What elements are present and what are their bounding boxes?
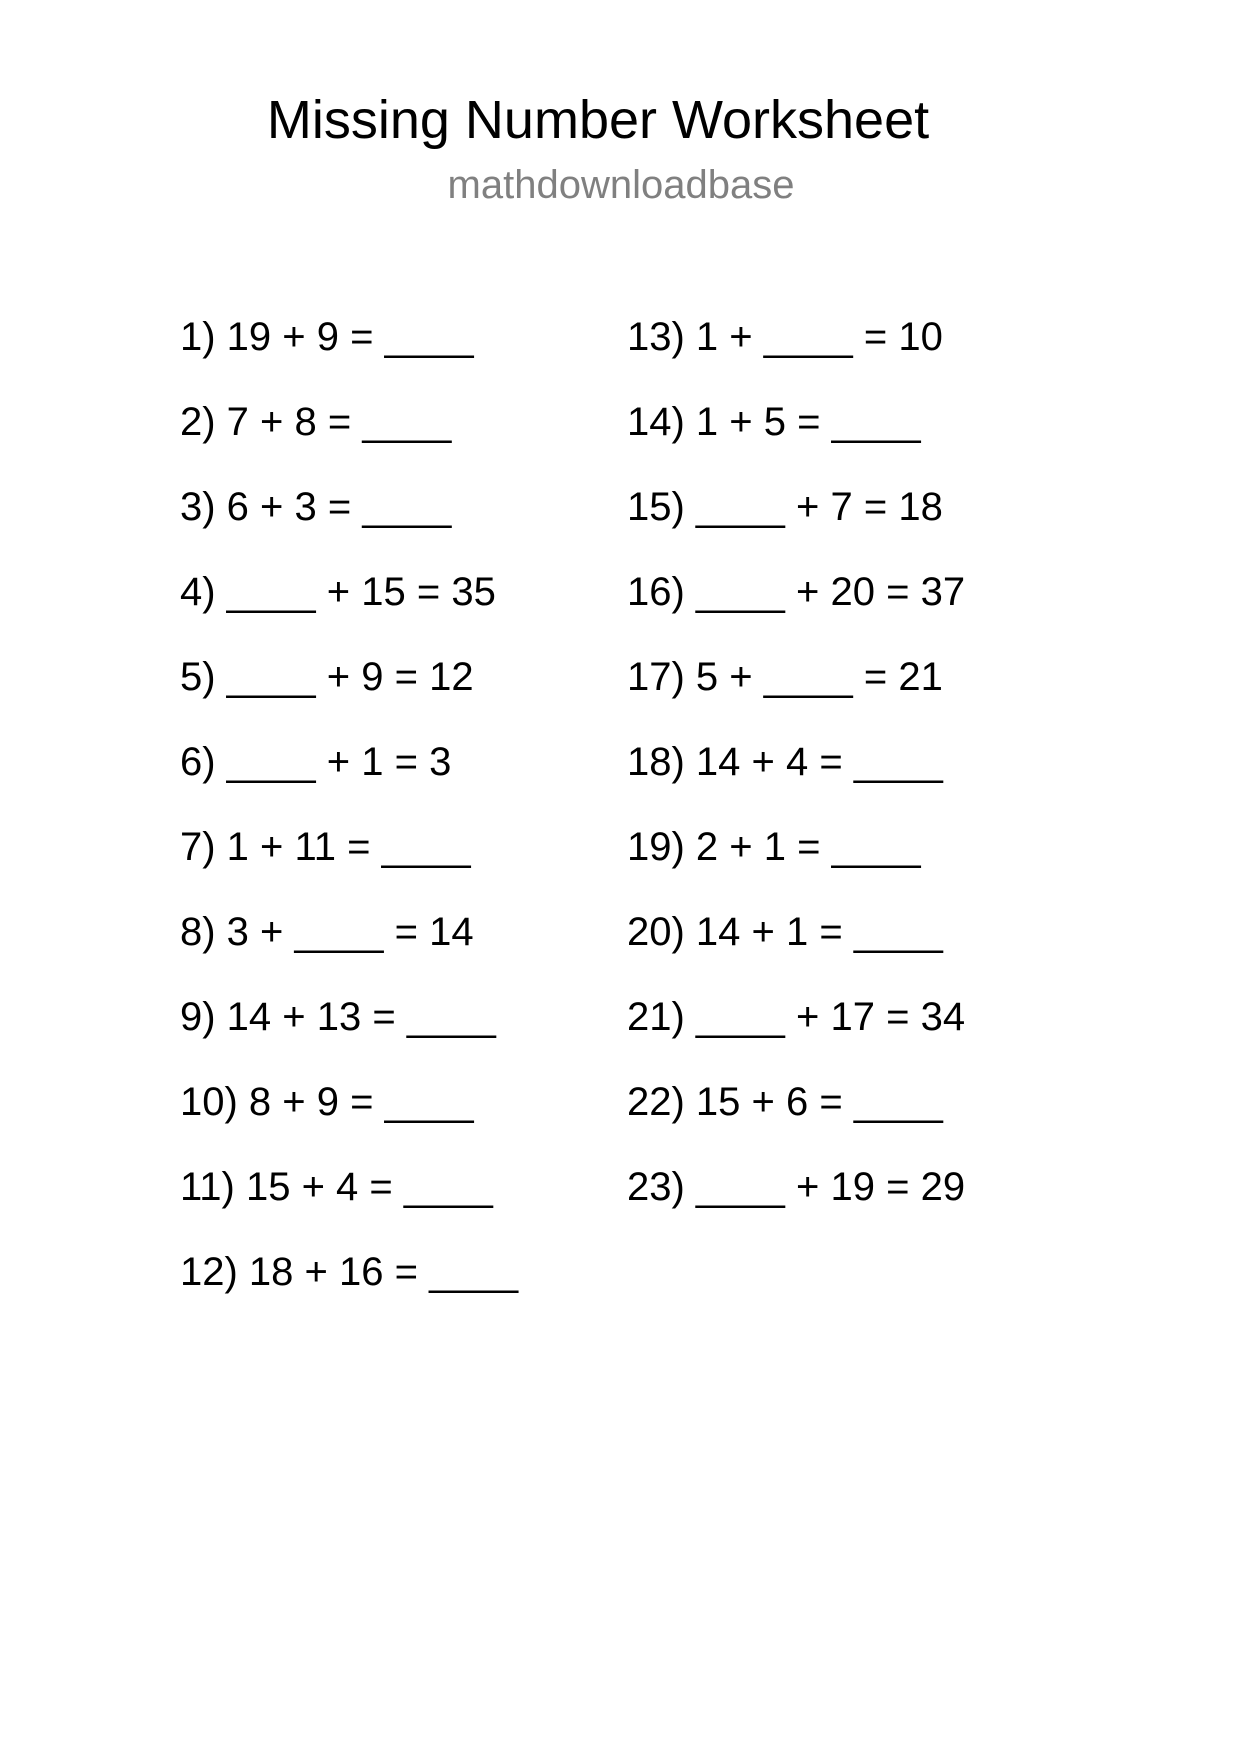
problem-20: 20) 14 + 1 = ____ [627,910,943,954]
problem-12: 12) 18 + 16 = ____ [180,1250,519,1294]
problem-6: 6) ____ + 1 = 3 [180,740,452,784]
problem-5: 5) ____ + 9 = 12 [180,655,474,699]
problem-7: 7) 1 + 11 = ____ [180,825,471,869]
problem-9: 9) 14 + 13 = ____ [180,995,496,1039]
problem-11: 11) 15 + 4 = ____ [180,1165,493,1209]
problem-21: 21) ____ + 17 = 34 [627,995,966,1039]
problem-14: 14) 1 + 5 = ____ [627,400,921,444]
problem-18: 18) 14 + 4 = ____ [627,740,943,784]
problem-17: 17) 5 + ____ = 21 [627,655,943,699]
problem-10: 10) 8 + 9 = ____ [180,1080,474,1124]
problem-23: 23) ____ + 19 = 29 [627,1165,966,1209]
worksheet-title: Missing Number Worksheet [266,90,930,150]
problem-22: 22) 15 + 6 = ____ [627,1080,943,1124]
problem-4: 4) ____ + 15 = 35 [180,570,496,614]
problem-2: 2) 7 + 8 = ____ [180,400,452,444]
worksheet-subtitle: mathdownloadbase [447,163,795,207]
problem-column-right [627,312,965,1247]
problem-15: 15) ____ + 7 = 18 [627,485,943,529]
problem-13: 13) 1 + ____ = 10 [627,315,943,359]
problem-3: 3) 6 + 3 = ____ [180,485,452,529]
problem-column-left [180,312,518,1332]
problem-19: 19) 2 + 1 = ____ [627,825,921,869]
problem-1: 1) 19 + 9 = ____ [180,315,474,359]
problem-16: 16) ____ + 20 = 37 [627,570,966,614]
problem-8: 8) 3 + ____ = 14 [180,910,474,954]
